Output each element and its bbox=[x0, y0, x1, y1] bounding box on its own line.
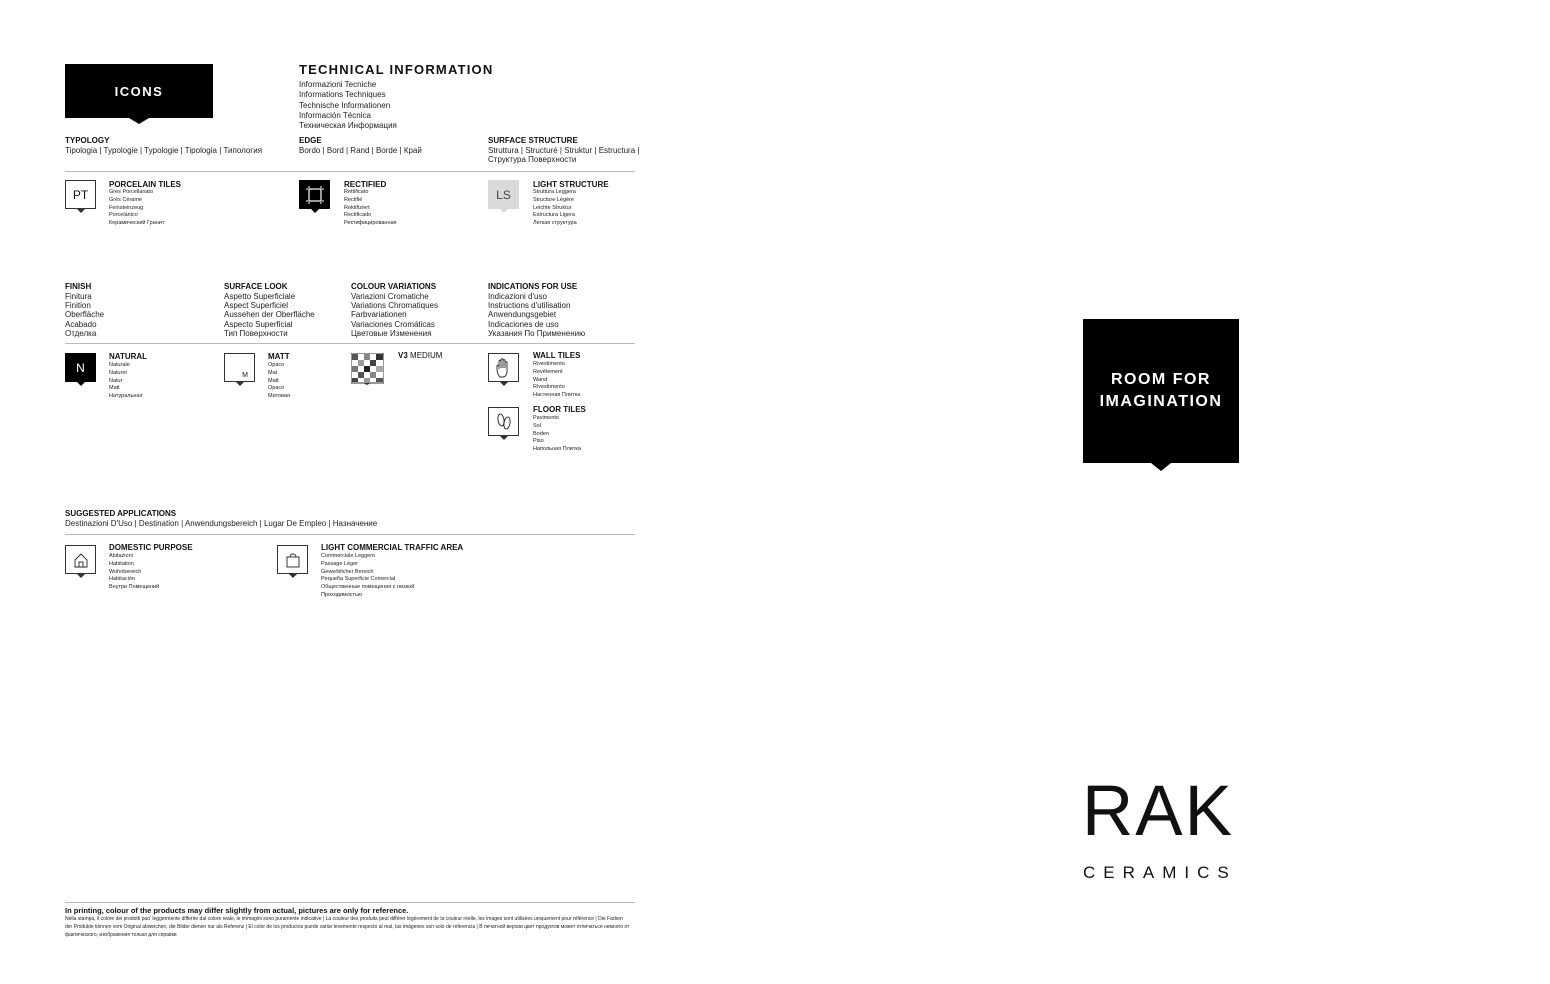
house-icon bbox=[72, 551, 90, 569]
subtitle-line: Отделка bbox=[65, 328, 97, 338]
list-item: Wand bbox=[533, 376, 548, 383]
list-item: Habitación bbox=[109, 576, 135, 583]
list-item: Pequeña Superficie Comercial bbox=[321, 576, 396, 583]
colour-variation-title: MEDIUM bbox=[410, 351, 443, 360]
subtitle-line: Indicazioni d'uso bbox=[488, 292, 547, 301]
applications-subtitle: Destinazioni D'Uso | Destination | Anwendungsbereich | Lugar De Empleo | Назначение bbox=[65, 519, 378, 528]
subtitle-line: Struttura | Structuré | Struktur | Estructura | bbox=[488, 146, 640, 155]
list-item: Leichte Struktur bbox=[533, 204, 572, 211]
list-item: Struttura Leggera bbox=[533, 189, 576, 195]
edge-heading: EDGE bbox=[299, 136, 322, 145]
mosaic-icon bbox=[351, 353, 384, 385]
list-item: Boden bbox=[533, 430, 549, 437]
list-item: Opaco bbox=[268, 385, 285, 392]
list-item: Feinsteinzeug bbox=[109, 204, 144, 211]
list-item: Rectificado bbox=[344, 212, 372, 219]
hand-icon bbox=[494, 357, 514, 379]
subtitle-line: Finitura bbox=[65, 292, 92, 301]
list-item: Gres Porcellanato bbox=[109, 189, 154, 195]
list-item: Проходимостью bbox=[321, 591, 363, 598]
domestic-purpose-list bbox=[109, 553, 159, 592]
room-line: ROOM FOR bbox=[1110, 371, 1211, 388]
subtitle-line: Indicaciones de uso bbox=[488, 319, 559, 329]
technical-info-title: TECHNICAL INFORMATION bbox=[299, 62, 494, 77]
floor-tiles-list bbox=[533, 415, 581, 454]
footer-disclaimer-title: In printing, colour of the products may differ slightly from actual, pictures are only for reference. bbox=[65, 906, 409, 915]
divider bbox=[65, 343, 635, 344]
subtitle-line: Anwendungsgebiet bbox=[488, 310, 557, 320]
list-item: Общественные помещения с низкой bbox=[321, 584, 415, 591]
colour-variation-code: V3 bbox=[398, 351, 408, 360]
list-item: Opaco bbox=[268, 362, 285, 368]
finish-heading: FINISH bbox=[65, 282, 92, 291]
surface-structure-heading: SURFACE STRUCTURE bbox=[488, 136, 578, 145]
rectified-frame-icon bbox=[304, 184, 326, 206]
subtitle-line: Oberfläche bbox=[65, 310, 105, 320]
divider bbox=[65, 171, 635, 172]
rectified-list bbox=[344, 189, 397, 228]
list-item: Натуральная bbox=[109, 393, 143, 400]
subtitle-line: Farbvariationen bbox=[351, 310, 407, 320]
floor-tiles-title: FLOOR TILES bbox=[533, 405, 586, 414]
translation-line: Техническая Информация bbox=[299, 121, 397, 131]
subtitle-line: Структура Поверхности bbox=[488, 155, 577, 165]
list-item: Ректифицированная bbox=[344, 220, 397, 227]
footer-divider bbox=[65, 902, 635, 903]
subtitle-line: Variaciones Cromáticas bbox=[351, 319, 435, 329]
list-item: Natur bbox=[109, 377, 123, 384]
light-structure-title: LIGHT STRUCTURE bbox=[533, 180, 609, 189]
list-item: Матовая bbox=[268, 393, 290, 400]
room-for-imagination-box bbox=[1083, 319, 1239, 463]
light-structure-list bbox=[533, 189, 577, 228]
list-item: Structure Légère bbox=[533, 196, 574, 203]
natural-icon: N bbox=[65, 353, 96, 382]
footer-disclaimer-text: Nella stampa, il colore dei prodotti puo' leggermente differire dal colore reale, le immagini sono puramente indicative | La couleur des produits peut différer légèrement de la couleur réelle, les images sont utilisées uniquement pour référence | Die Farben der Produkte können vom Original abweichen, die Bilder dienen nur als Referenz | El color de los productos puede variar levemente respecto al real, las imágenes son solo de referencia | В печатной версии цвет продуктов может отличаться немного от фактического, изображения только для справки bbox=[65, 916, 630, 938]
list-item: Внутри Помещений bbox=[109, 584, 160, 591]
typology-heading: TYPOLOGY bbox=[65, 136, 110, 145]
list-item: Passage Léger bbox=[321, 560, 358, 567]
list-item: Rektifiziert bbox=[344, 204, 370, 211]
list-item: Sol bbox=[533, 422, 541, 429]
colour-variations-heading: COLOUR VARIATIONS bbox=[351, 282, 437, 291]
list-item: Rettificato bbox=[344, 189, 369, 195]
subtitle-line: Указания По Применению bbox=[488, 328, 586, 338]
typology-subtitle: Tipologia | Typologie | Typologie | Tipologia | Типология bbox=[65, 146, 263, 155]
subtitle-line: Aspect Superficiel bbox=[224, 301, 289, 311]
surface-look-subtitle bbox=[224, 292, 315, 338]
edge-subtitle: Bordo | Bord | Rand | Borde | Край bbox=[299, 146, 422, 155]
colour-variations-subtitle bbox=[351, 292, 438, 338]
light-commercial-list bbox=[321, 553, 414, 600]
subtitle-line: Acabado bbox=[65, 319, 97, 329]
list-item: Habitation bbox=[109, 560, 134, 567]
translation-line: Información Técnica bbox=[299, 110, 371, 120]
list-item: Revêtement bbox=[533, 368, 563, 375]
list-item: Abitazioni bbox=[109, 553, 133, 559]
domestic-purpose-title: DOMESTIC PURPOSE bbox=[109, 543, 193, 552]
rectified-title: RECTIFIED bbox=[344, 180, 387, 189]
wall-tiles-icon bbox=[488, 353, 519, 382]
subtitle-line: Aspecto Superficial bbox=[224, 319, 293, 329]
brand-logo-ceramics: CERAMICS bbox=[1083, 863, 1237, 882]
list-item: Naturale bbox=[109, 362, 130, 368]
subtitle-line: Aspetto Superficiale bbox=[224, 292, 296, 301]
porcelain-tiles-icon: PT bbox=[65, 180, 96, 209]
translation-line: Informazioni Tecniche bbox=[299, 80, 377, 89]
list-item: Grès Cérame bbox=[109, 196, 143, 203]
porcelain-tiles-list bbox=[109, 189, 164, 228]
brand-logo-rak: RAK bbox=[1082, 772, 1234, 851]
subtitle-line: Variazioni Cromatiche bbox=[351, 292, 429, 301]
subtitle-line: Цветовые Изменения bbox=[351, 328, 432, 338]
porcelain-tiles-title: PORCELAIN TILES bbox=[109, 180, 182, 189]
natural-title: NATURAL bbox=[109, 352, 148, 361]
shopping-bag-icon bbox=[284, 551, 302, 569]
list-item: Настенная Плитка bbox=[533, 392, 581, 399]
translation-line: Informations Techniques bbox=[299, 90, 386, 100]
subtitle-line: Variations Chromatiques bbox=[351, 301, 439, 311]
list-item: Gewerblicher Bereich bbox=[321, 568, 374, 575]
indications-subtitle bbox=[488, 292, 585, 338]
light-structure-icon: LS bbox=[488, 180, 519, 209]
rectified-icon bbox=[299, 180, 330, 209]
wall-tiles-list bbox=[533, 361, 580, 400]
matt-icon: M bbox=[224, 353, 255, 382]
matt-title: MATT bbox=[268, 352, 290, 361]
list-item: Matt bbox=[109, 385, 120, 392]
list-item: Naturel bbox=[109, 369, 127, 376]
natural-list bbox=[109, 362, 142, 401]
subtitle-line: Finition bbox=[65, 301, 91, 311]
list-item: Wohnbereich bbox=[109, 568, 142, 575]
light-commercial-title: LIGHT COMMERCIAL TRAFFIC AREA bbox=[321, 543, 464, 552]
colour-variation-mosaic-icon bbox=[351, 353, 384, 390]
list-item: Керамический Гранит bbox=[109, 220, 165, 227]
domestic-purpose-icon bbox=[65, 545, 96, 574]
list-item: Piso bbox=[533, 438, 544, 445]
icons-banner: ICONS bbox=[65, 64, 213, 118]
list-item: Напольная Плитка bbox=[533, 446, 581, 453]
list-item: Mat bbox=[268, 369, 278, 376]
room-line: IMAGINATION bbox=[1099, 393, 1223, 410]
list-item: Легкая структура bbox=[533, 220, 577, 227]
finish-subtitle bbox=[65, 292, 104, 338]
list-item: Matt bbox=[268, 377, 279, 384]
applications-heading: SUGGESTED APPLICATIONS bbox=[65, 509, 177, 518]
surface-look-heading: SURFACE LOOK bbox=[224, 282, 288, 291]
list-item: Commerciale Leggero bbox=[321, 553, 376, 559]
list-item: Pavimento bbox=[533, 415, 559, 421]
light-commercial-icon bbox=[277, 545, 308, 574]
footprint-icon bbox=[494, 411, 514, 433]
indications-heading: INDICATIONS FOR USE bbox=[488, 282, 578, 291]
list-item: Rivestimento bbox=[533, 361, 565, 367]
subtitle-line: Aussehen der Oberfläche bbox=[224, 310, 315, 320]
wall-tiles-title: WALL TILES bbox=[533, 351, 581, 360]
colour-variation-label bbox=[398, 351, 442, 360]
list-item: Estructura Ligera bbox=[533, 212, 575, 219]
matt-list bbox=[268, 362, 290, 401]
list-item: Rivestimento bbox=[533, 384, 565, 391]
list-item: Porcelánico bbox=[109, 212, 138, 219]
translation-line: Technische Informationen bbox=[299, 100, 391, 110]
list-item: Rectifié bbox=[344, 196, 363, 203]
surface-structure-subtitle bbox=[488, 146, 639, 164]
subtitle-line: Instructions d'utilisation bbox=[488, 301, 571, 311]
subtitle-line: Тип Поверхности bbox=[224, 328, 288, 338]
divider bbox=[65, 534, 635, 535]
technical-info-translations bbox=[299, 80, 397, 131]
floor-tiles-icon bbox=[488, 407, 519, 436]
